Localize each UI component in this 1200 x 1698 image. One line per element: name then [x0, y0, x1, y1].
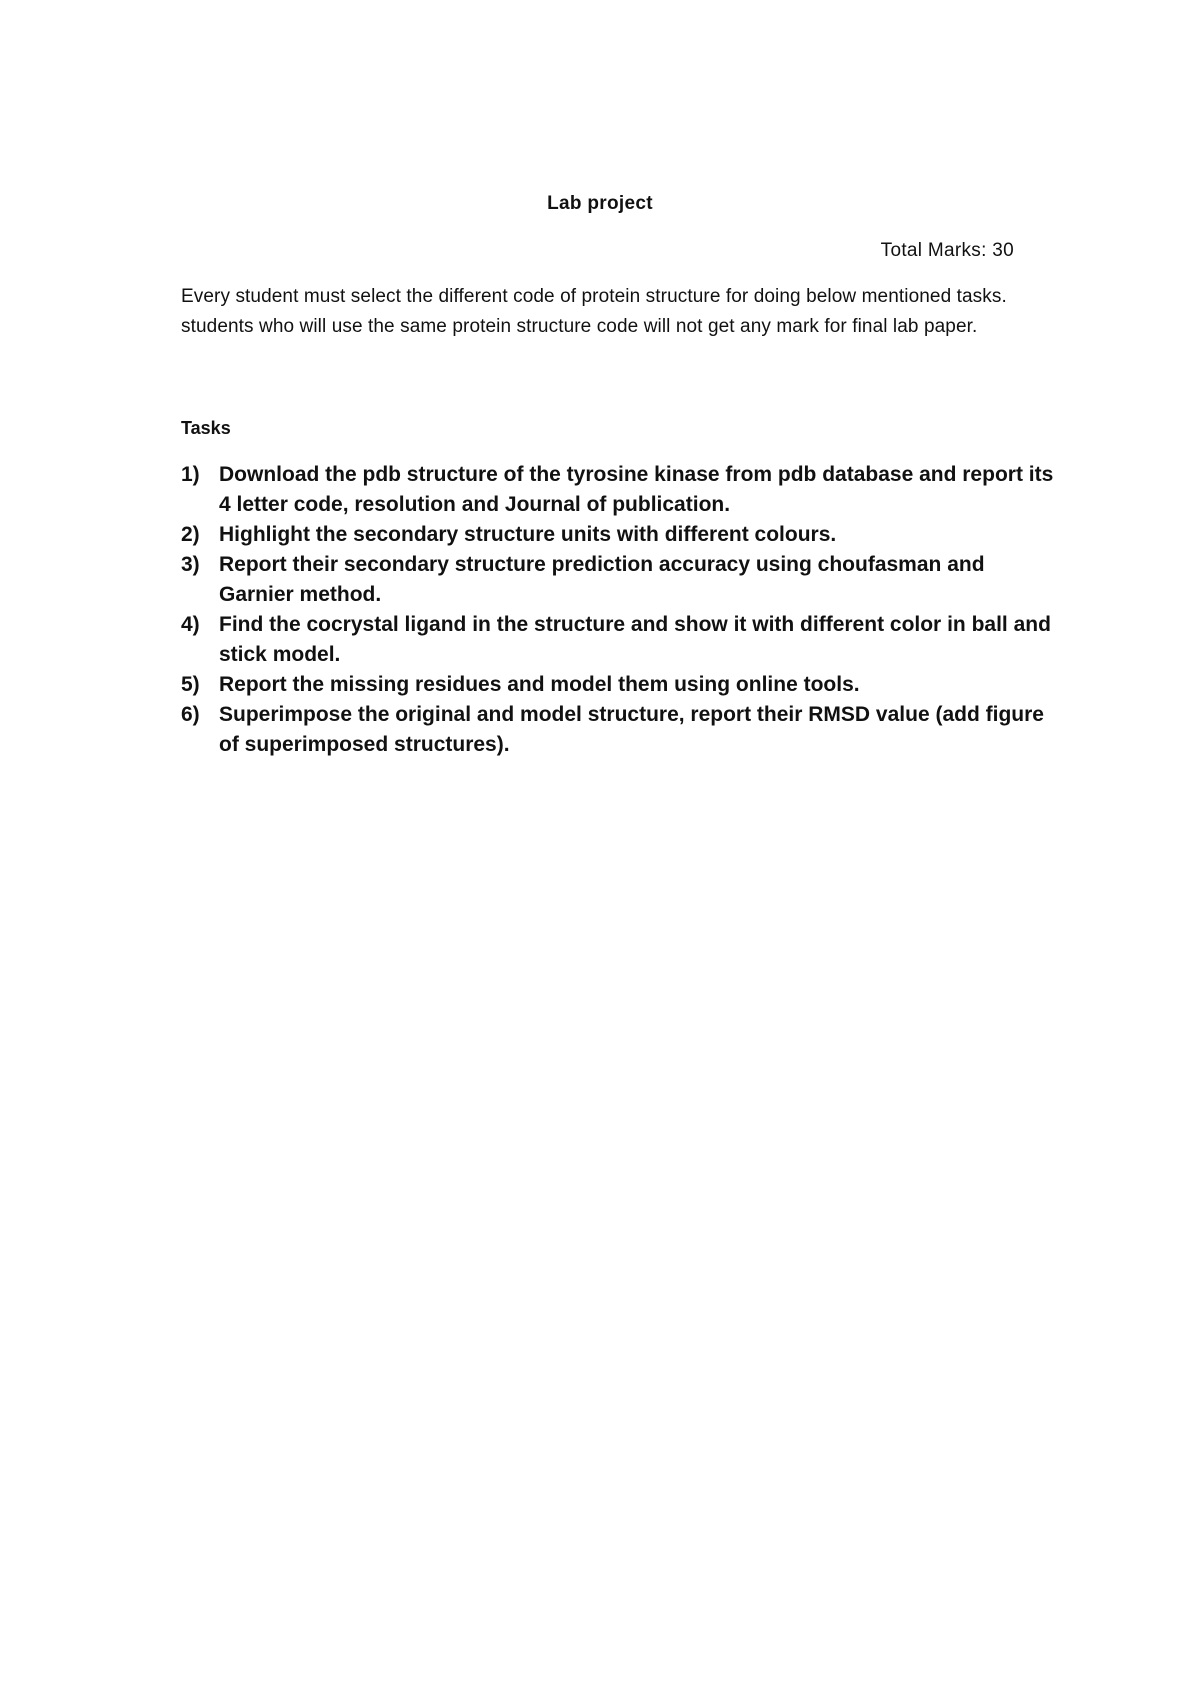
tasks-heading: Tasks [181, 418, 231, 438]
task-text: Download the pdb structure of the tyrosine kinase from pdb database and report its 4 letter code, resolution and Journal of publication. [219, 463, 1054, 516]
task-text: Superimpose the original and model structure, report their RMSD value (add figure of superimposed structures). [219, 703, 1044, 756]
task-number: 4) [181, 613, 200, 636]
task-number: 6) [181, 703, 200, 726]
task-item [181, 700, 1061, 760]
task-list [181, 460, 1061, 760]
task-number: 3) [181, 553, 200, 576]
task-item [181, 610, 1061, 670]
task-number: 2) [181, 523, 200, 546]
task-item [181, 550, 1061, 610]
task-number: 1) [181, 463, 200, 486]
task-text: Find the cocrystal ligand in the structure and show it with different color in ball and stick model. [219, 613, 1051, 666]
task-number: 5) [181, 673, 200, 696]
document-title: Lab project [547, 193, 653, 214]
task-text: Report the missing residues and model them using online tools. [219, 673, 860, 696]
task-item [181, 520, 1061, 550]
intro-paragraph: Every student must select the different code of protein structure for doing below mentioned tasks. students who will use the same protein structure code will not get any mark for final lab paper. [181, 286, 1007, 337]
task-item [181, 460, 1061, 520]
task-item [181, 670, 1061, 700]
total-marks: Total Marks: 30 [880, 240, 1014, 261]
task-text: Highlight the secondary structure units with different colours. [219, 523, 837, 546]
task-text: Report their secondary structure prediction accuracy using choufasman and Garnier method. [219, 553, 985, 606]
